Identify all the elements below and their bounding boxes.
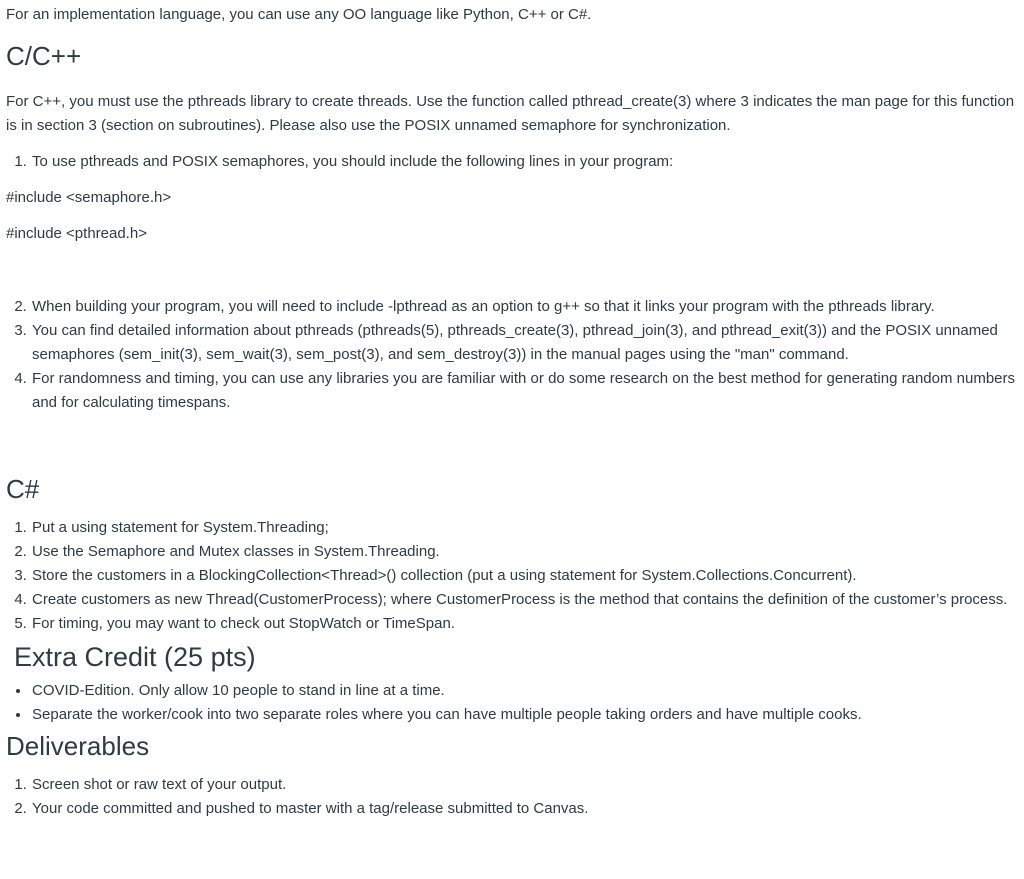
list-item: 4. Create customers as new Thread(CustomerProcess); where CustomerProcess is the method that contains the definition of the customer’s process. (31, 588, 1016, 612)
list-item: 1. Screen shot or raw text of your output. (31, 773, 1016, 797)
intro-paragraph: For an implementation language, you can use any OO language like Python, C++ or C#. (6, 6, 592, 23)
list-item: 3. Store the customers in a BlockingCollection<Thread>() collection (put a using statement for System.Collections.Concurrent). (31, 564, 1016, 588)
deliverables-list (6, 773, 1016, 821)
cpp-list-second (6, 295, 1016, 415)
csharp-heading: C# (6, 474, 40, 504)
list-item: 5. For timing, you may want to check out StopWatch or TimeSpan. (31, 612, 1016, 636)
cpp-heading: C/C++ (6, 41, 82, 71)
list-item: • Separate the worker/cook into two separate roles where you can have multiple people taking orders and have multiple cooks. (31, 703, 1016, 727)
extra-credit-heading: Extra Credit (25 pts) (14, 642, 256, 672)
include-pthread-line: #include <pthread.h> (6, 225, 147, 242)
list-item: 2. When building your program, you will need to include -lpthread as an option to g++ so that it links your program with the pthreads library. (31, 295, 1016, 319)
cpp-paragraph: For C++, you must use the pthreads library to create threads. Use the function called pthread_create(3) where 3 indicates the man page for this function is in section 3 (section on subroutines). Please also use the POSIX unnamed semaphore for synchronization. (6, 93, 1015, 134)
extra-credit-list (6, 679, 1016, 727)
list-item: 2. Your code committed and pushed to master with a tag/release submitted to Canvas. (31, 797, 1016, 821)
include-semaphore-line: #include <semaphore.h> (6, 189, 172, 206)
cpp-list-first (6, 150, 1016, 174)
list-item: 4. For randomness and timing, you can use any libraries you are familiar with or do some research on the best method for generating random numbers and for calculating timespans. (31, 367, 1016, 415)
csharp-list (6, 516, 1016, 636)
deliverables-heading: Deliverables (6, 731, 150, 761)
list-item: 1. Put a using statement for System.Threading; (31, 516, 1016, 540)
list-item: 2. Use the Semaphore and Mutex classes in System.Threading. (31, 540, 1016, 564)
list-item: • COVID-Edition. Only allow 10 people to stand in line at a time. (31, 679, 1016, 703)
list-item: 3. You can find detailed information about pthreads (pthreads(5), pthreads_create(3), pthread_join(3), and pthread_exit(3)) and the POSIX unnamed semaphores (sem_init(3), sem_wait(3), sem_post(3), and sem_destroy(3)) in the manual pages using the "man" command. (31, 319, 1016, 367)
list-item: 1. To use pthreads and POSIX semaphores, you should include the following lines in your program: (31, 150, 1016, 174)
